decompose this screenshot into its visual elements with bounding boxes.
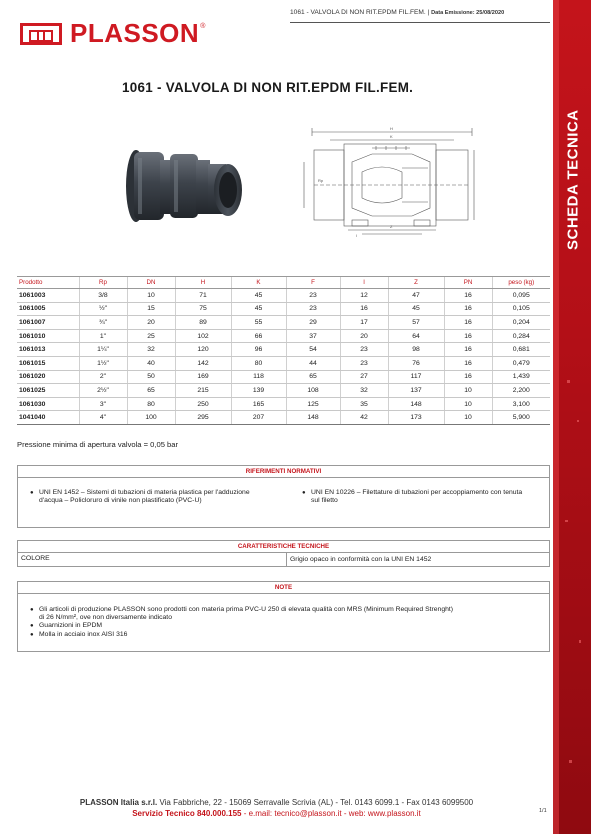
table-cell: 295 [175,411,231,425]
page-title: 1061 - VALVOLA DI NON RIT.EPDM FIL.FEM. [122,80,414,95]
table-cell: 96 [231,343,286,357]
header-separator: | [427,9,430,16]
table-cell: 37 [286,329,340,343]
table-row [17,411,550,425]
header-reference [290,9,548,16]
table-cell: 29 [286,316,340,330]
table-cell: 71 [175,289,231,303]
table-cell: 0,105 [492,302,550,316]
table-cell: 45 [231,302,286,316]
drawing-label-rp: Rp [318,178,324,183]
table-cell: 16 [444,302,492,316]
table-cell: 80 [231,356,286,370]
table-body [17,289,550,425]
footer-address-line [0,797,553,808]
service-phone: Servizio Tecnico 840.000.155 [132,809,242,818]
table-cell: 1½" [79,356,127,370]
table-cell: 10 [127,289,175,303]
col-header: Rp [79,277,127,289]
table-cell: 0,204 [492,316,550,330]
product-code-cell: 1061020 [17,370,79,384]
table-cell: 16 [444,356,492,370]
product-code-cell: 1041040 [17,411,79,425]
product-code-cell: 1061003 [17,289,79,303]
table-cell: 15 [127,302,175,316]
table-cell: 64 [388,329,444,343]
decor-speck [569,760,572,763]
col-header: Z [388,277,444,289]
table-cell: 54 [286,343,340,357]
col-header: DN [127,277,175,289]
table-cell: 207 [231,411,286,425]
table-cell: 16 [444,316,492,330]
riferimenti-right-list [302,489,532,505]
col-header: l [340,277,388,289]
table-cell: 47 [388,289,444,303]
table-cell: 16 [444,329,492,343]
table-cell: 139 [231,384,286,398]
table-cell: 20 [127,316,175,330]
table-cell: 165 [231,397,286,411]
table-cell: 2½" [79,384,127,398]
table-cell: 57 [388,316,444,330]
table-cell: 0,681 [492,343,550,357]
table-cell: 118 [231,370,286,384]
product-code-cell: 1061015 [17,356,79,370]
scheda-tecnica-label: SCHEDA TECNICA [564,109,582,251]
col-header: PN [444,277,492,289]
col-header: peso (kg) [492,277,550,289]
table-cell: 120 [175,343,231,357]
table-header-row [17,277,550,289]
riferimenti-title: RIFERIMENTI NORMATIVI [17,465,550,478]
table-cell: 76 [388,356,444,370]
doc-reference: 1061 - VALVOLA DI NON RIT.EPDM FIL.FEM. [290,9,426,16]
table-cell: 0,479 [492,356,550,370]
table-row [17,302,550,316]
page-footer [0,797,553,819]
table-cell: 44 [286,356,340,370]
list-item: ● Molla in acciaio inox AISI 316 [30,631,460,639]
table-cell: 27 [340,370,388,384]
table-cell: 16 [444,343,492,357]
contact-info: - e.mail: tecnico@plasson.it - web: www.plasson.it [241,809,421,818]
table-cell: 16 [444,370,492,384]
list-item: ● Guarnizioni in EPDM [30,622,460,630]
table-cell: 1¼" [79,343,127,357]
col-header: H [175,277,231,289]
table-cell: 35 [340,397,388,411]
drawing-label-h: H [390,126,393,131]
header-rule [290,22,550,23]
table-cell: 23 [340,356,388,370]
table-cell: 75 [175,302,231,316]
table-cell: 142 [175,356,231,370]
col-header: K [231,277,286,289]
valve-photo [122,138,252,238]
table-cell: 12 [340,289,388,303]
table-cell: 4" [79,411,127,425]
table-cell: 250 [175,397,231,411]
emission-date: Data Emissione: 25/08/2020 [431,10,505,16]
table-cell: 100 [127,411,175,425]
brand-name: PLASSON [70,18,200,48]
list-item: ● Gli articoli di produzione PLASSON sono prodotti con materia prima PVC-U 250 di elevata qualità con MRS (Minimum Required Strenght) di 26 N/mm², ove non diversamente indicato [30,606,460,622]
table-cell: 215 [175,384,231,398]
technical-drawing [302,122,480,238]
drawing-label-z: Z [390,224,393,229]
product-code-cell: 1061005 [17,302,79,316]
table-cell: 45 [388,302,444,316]
table-cell: 50 [127,370,175,384]
col-header: Prodotto [17,277,79,289]
product-code-cell: 1061013 [17,343,79,357]
plasson-logo-icon [20,23,62,45]
table-cell: 17 [340,316,388,330]
table-cell: 169 [175,370,231,384]
table-cell: 0,095 [492,289,550,303]
table-cell: 102 [175,329,231,343]
table-row [17,356,550,370]
table-cell: 1" [79,329,127,343]
table-cell: 40 [127,356,175,370]
table-cell: 32 [340,384,388,398]
table-row [17,384,550,398]
table-cell: 108 [286,384,340,398]
table-cell: ¾" [79,316,127,330]
riferimenti-left-list [30,489,260,505]
table-cell: ½" [79,302,127,316]
table-cell: 117 [388,370,444,384]
table-cell: 66 [231,329,286,343]
table-cell: 89 [175,316,231,330]
company-address: Via Fabbriche, 22 - 15069 Serravalle Scrivia (AL) - Tel. 0143 6099.1 - Fax 0143 6099500 [157,798,474,807]
table-cell: 3" [79,397,127,411]
side-band [553,0,591,834]
table-cell: 3/8 [79,289,127,303]
registered-mark: ® [200,23,206,30]
table-cell: 2,200 [492,384,550,398]
product-code-cell: 1061030 [17,397,79,411]
table-cell: 65 [286,370,340,384]
table-cell: 42 [340,411,388,425]
product-code-cell: 1061007 [17,316,79,330]
table-cell: 173 [388,411,444,425]
table-cell: 16 [340,302,388,316]
table-row [17,397,550,411]
note-list [30,606,460,639]
decor-speck [567,380,570,383]
table-cell: 10 [444,384,492,398]
decor-speck [565,520,568,522]
colore-row [17,553,550,567]
side-band-stripe [553,0,559,834]
specification-table [17,276,550,425]
pressure-note: Pressione minima di apertura valvola = 0,05 bar [17,440,179,449]
table-cell: 1,439 [492,370,550,384]
table-cell: 125 [286,397,340,411]
note-title: NOTE [17,581,550,594]
table-cell: 10 [444,411,492,425]
table-cell: 25 [127,329,175,343]
table-row [17,343,550,357]
caratteristiche-title: CARATTERISTICHE TECNICHE [17,540,550,553]
list-item: ● UNI EN 10226 – Filettature di tubazioni per accoppiamento con tenuta sul filetto [302,489,532,505]
table-cell: 23 [340,343,388,357]
table-cell: 148 [388,397,444,411]
page-number: 1/1 [539,808,547,814]
table-cell: 98 [388,343,444,357]
product-code-cell: 1061010 [17,329,79,343]
table-cell: 16 [444,289,492,303]
table-cell: 20 [340,329,388,343]
table-cell: 5,900 [492,411,550,425]
table-cell: 0,284 [492,329,550,343]
list-item: ● UNI EN 1452 – Sistemi di tubazioni di materia plastica per l'adduzione d'acqua – Policloruro di vinile non plastificato (PVC-U) [30,489,260,505]
decor-speck [577,420,579,422]
product-code-cell: 1061025 [17,384,79,398]
plasson-logo [20,18,205,49]
col-header: F [286,277,340,289]
table-cell: 65 [127,384,175,398]
drawing-label-l: l [356,233,357,238]
table-cell: 55 [231,316,286,330]
table-cell: 23 [286,289,340,303]
company-name: PLASSON Italia s.r.l. [79,798,158,807]
colore-label: COLORE [21,555,50,562]
drawing-label-k: K [390,134,393,139]
table-row [17,370,550,384]
table-cell: 2" [79,370,127,384]
table-cell: 3,100 [492,397,550,411]
table-row [17,329,550,343]
table-cell: 10 [444,397,492,411]
table-cell: 32 [127,343,175,357]
table-cell: 137 [388,384,444,398]
table-cell: 23 [286,302,340,316]
table-cell: 80 [127,397,175,411]
decor-speck [579,640,581,643]
table-row [17,289,550,303]
footer-contact-line [0,808,553,819]
table-row [17,316,550,330]
table-cell: 148 [286,411,340,425]
colore-value: Grigio opaco in conformità con la UNI EN 1452 [286,553,431,566]
table-cell: 45 [231,289,286,303]
